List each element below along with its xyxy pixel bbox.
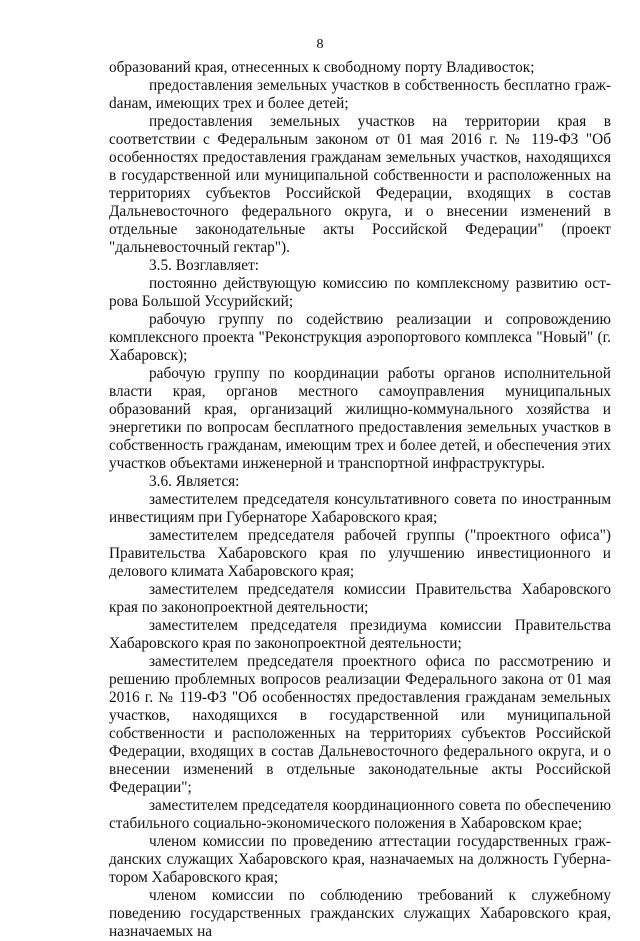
page-number: 8 <box>316 37 324 52</box>
paragraph: заместителем председателя президиума комиссии Правительства Хабаровского края по законопроектной деятельности; <box>109 617 611 652</box>
paragraph: заместителем председателя проектного офиса по рассмотрению и решению проблемных вопросов реализации Федерального закона от 01 мая 2016 г. № 119-ФЗ "Об особенностях предоставления гражданам земельных участков, находящихся в государственной или муниципальной собственности и расположенных на территориях субъектов Российской Федерации, входящих в состав Дальневосточного федерального округа, и о внесении изменений в отдельные законодательные акты Российской Федерации"; <box>109 653 611 796</box>
paragraph: рабочую группу по содействию реализации и сопровождению комплексного проекта "Реконструкция аэропортового комплекса "Новый" (г. Хабаровск); <box>109 311 611 364</box>
paragraph: образований края, отнесенных к свободному порту Владивосток; <box>109 59 535 76</box>
paragraph: заместителем председателя координационного совета по обеспечению стабильного социально-экономического положения в Хабаровском крае; <box>109 797 611 832</box>
section-heading: 3.5. Возглавляет: <box>149 257 259 274</box>
paragraph: заместителем председателя рабочей группы ("проектного офиса") Правительства Хабаровского края по улучшению инвестиционного и делового климата Хабаровского края; <box>109 527 611 580</box>
paragraph: предоставления земельных участков на территории края в соответствии с Федеральным законом от 01 мая 2016 г. № 119-ФЗ "Об особенностях предоставления гражданам земельных участков, находящихся в государственной или муниципальной собственности и расположенных на территориях субъектов Российской Федерации, входящих в состав Дальневосточного федерального округа, и о внесении изменений в отдельные законодательные акты Российской Федерации" (проект "дальневосточный гектар"). <box>109 113 611 256</box>
paragraph: рабочую группу по координации работы органов исполнительной власти края, органов местного самоуправления муниципальных образований края, организаций жилищно-коммунального хозяйства и энергетики по вопросам бесплатного предоставления земельных участков в собственность гражданам, имеющим трех и более детей, и обеспечения этих участков объектами инженерной и транспортной инфраструктуры. <box>109 365 611 472</box>
paragraph: членом комиссии по проведению аттестации государственных гражданских служащих Хабаровского края, назначаемых на должность Губернатором Хабаровского края; <box>109 833 611 886</box>
section-heading: 3.6. Является: <box>149 473 240 490</box>
paragraph: предоставления земельных участков в собственность бесплатно гражdанам, имеющих трех и более детей; <box>109 77 611 112</box>
paragraph: членом комиссии по соблюдению требований к служебному поведению государственных гражданских служащих Хабаровского края, назначаемых на <box>109 887 611 940</box>
paragraph: заместителем председателя комиссии Правительства Хабаровского края по законопроектной деятельности; <box>109 581 611 616</box>
paragraph: заместителем председателя консультативного совета по иностранным инвестициям при Губернаторе Хабаровского края; <box>109 491 611 526</box>
paragraph: постоянно действующую комиссию по комплексному развитию острова Большой Уссурийский; <box>109 275 611 310</box>
document-body <box>109 59 611 941</box>
